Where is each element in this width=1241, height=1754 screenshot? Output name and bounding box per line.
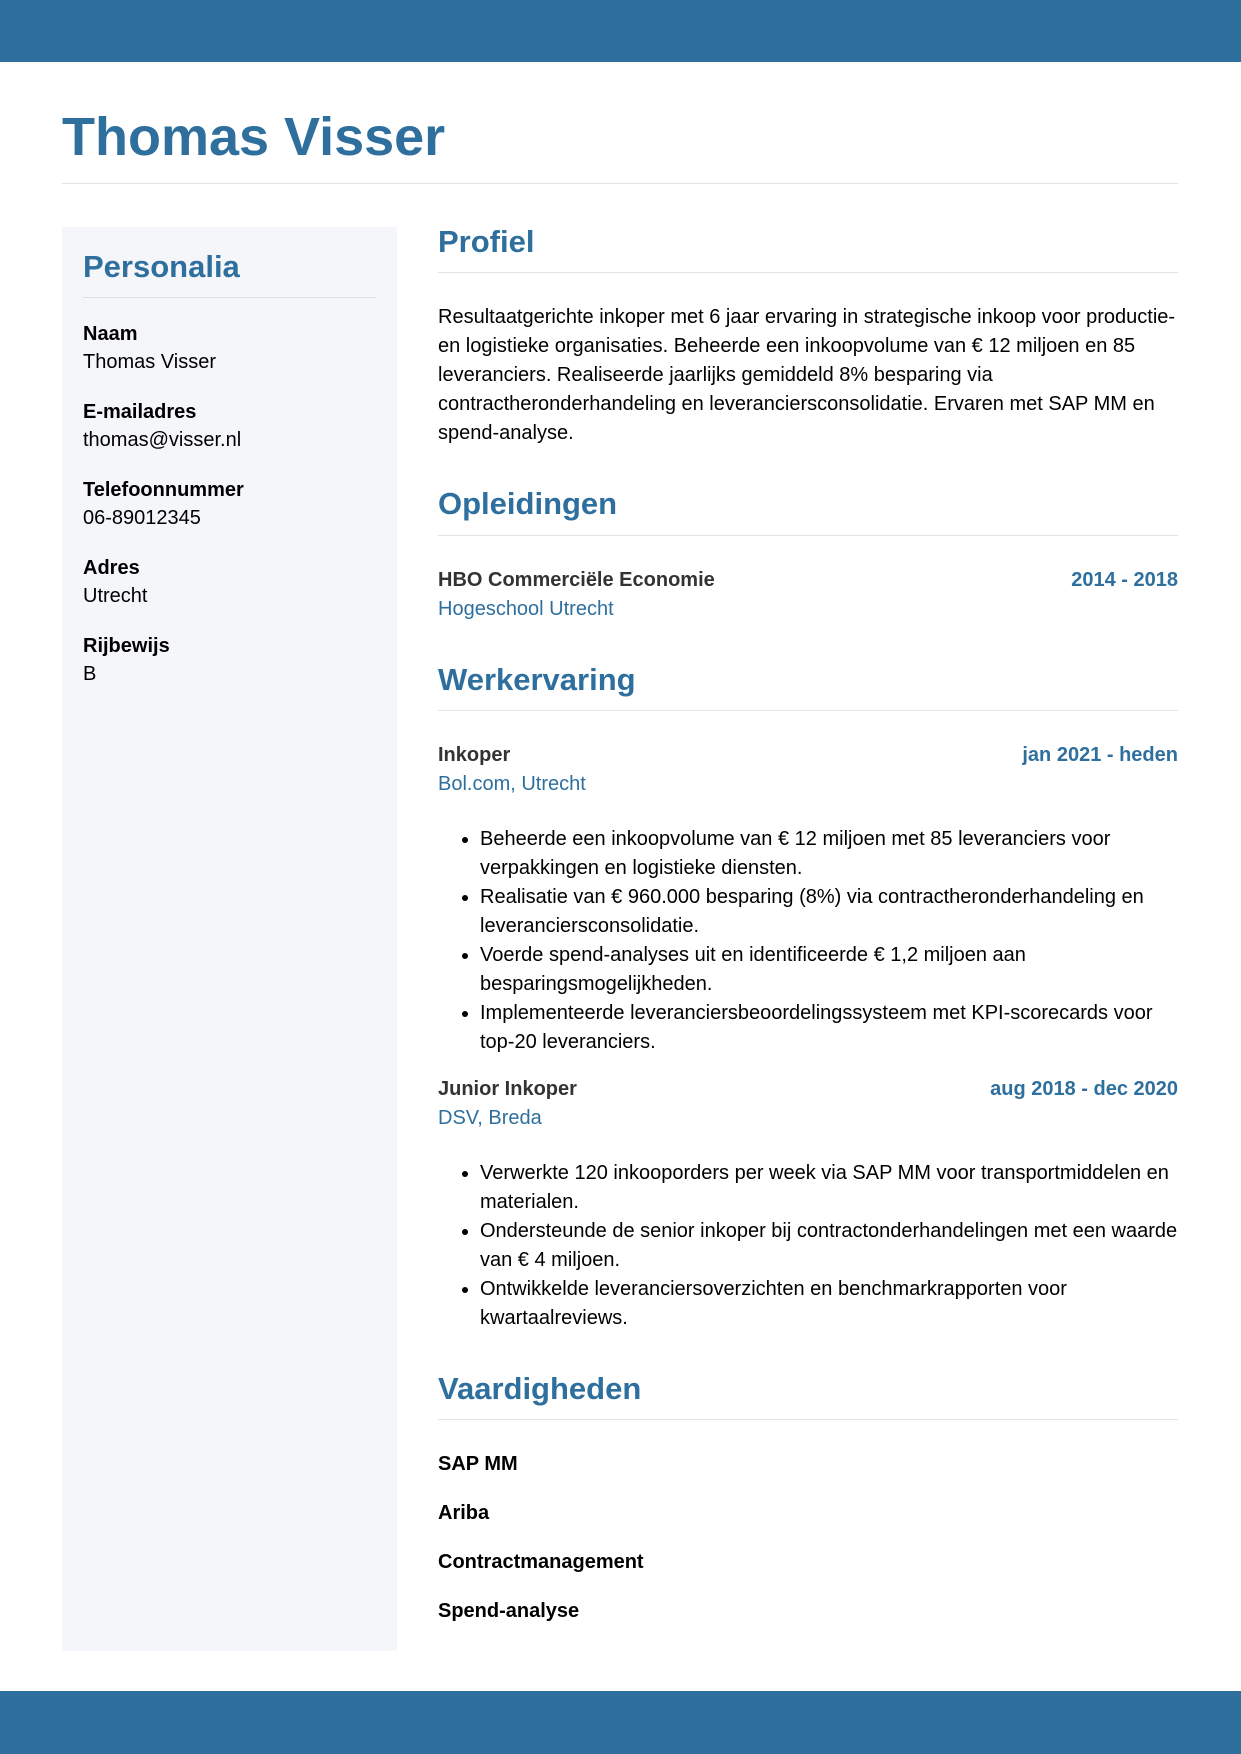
- list-item: • Voerde spend-analyses uit en identificeerde € 1,2 miljoen aan besparingsmogelijkheden.: [480, 941, 1178, 999]
- field-label: Adres: [83, 557, 140, 580]
- list-item: • Realisatie van € 960.000 besparing (8%) via contractheronderhandeling en leveranciersconsolidatie.: [480, 883, 1178, 941]
- experience-entry: [438, 741, 1178, 1057]
- section-title-experience: Werkervaring: [438, 660, 1178, 711]
- experience-section: [438, 660, 1178, 1333]
- field-label: Naam: [83, 323, 138, 346]
- field-value: B: [83, 663, 97, 686]
- field-value: thomas@visser.nl: [83, 429, 242, 452]
- company-name: Bol.com, Utrecht: [438, 772, 586, 795]
- field-value: 06-89012345: [83, 507, 201, 530]
- education-entry: [438, 566, 1178, 624]
- field-label: Telefoonnummer: [83, 479, 244, 502]
- field-label: Rijbewijs: [83, 635, 170, 658]
- entry-head: [438, 566, 1178, 595]
- skill-item: Contractmanagement: [438, 1551, 644, 1574]
- personal-info-sidebar: [62, 227, 397, 1651]
- job-title: Junior Inkoper: [438, 1077, 577, 1100]
- job-period: aug 2018 - dec 2020: [990, 1077, 1178, 1100]
- section-title-education: Opleidingen: [438, 484, 1178, 535]
- degree-title: HBO Commerciële Economie: [438, 568, 715, 591]
- page-title: Thomas Visser: [62, 107, 446, 167]
- skills-section: [438, 1369, 1178, 1626]
- field-address: [83, 554, 376, 610]
- skill-item: Spend-analyse: [438, 1600, 580, 1623]
- sidebar-title: Personalia: [83, 247, 376, 298]
- profile-text: Resultaatgerichte inkoper met 6 jaar ervaring in strategische inkoop voor productie- en logistieke organisaties. Beheerde een inkoopvolume van € 12 miljoen en 85 leveranciers. Realiseerde jaarlijks gemiddeld 8% besparing via contractheronderhandeling en leveranciersconsolidatie. Ervaren met SAP MM en spend-analyse.: [438, 306, 1176, 445]
- school-name: Hogeschool Utrecht: [438, 597, 614, 620]
- list-item: • Implementeerde leveranciersbeoordelingssysteem met KPI-scorecards voor top-20 leveranciers.: [480, 999, 1178, 1057]
- job-period: jan 2021 - heden: [1022, 743, 1178, 766]
- profile-section: [438, 222, 1178, 448]
- section-title-profile: Profiel: [438, 222, 1178, 273]
- list-item: • Ontwikkelde leveranciersoverzichten en benchmarkrapporten voor kwartaalreviews.: [480, 1275, 1178, 1333]
- entry-head: [438, 1075, 1178, 1104]
- job-title: Inkoper: [438, 743, 511, 766]
- list-item: • Verwerkte 120 inkooporders per week via SAP MM voor transportmiddelen en materialen.: [480, 1159, 1178, 1217]
- education-section: [438, 484, 1178, 623]
- section-title-skills: Vaardigheden: [438, 1369, 1178, 1420]
- field-value: Thomas Visser: [83, 351, 217, 374]
- header-divider: [62, 183, 1178, 184]
- bottom-accent-bar: [0, 1691, 1241, 1754]
- job-bullets: [438, 825, 1178, 1057]
- list-item: • Ondersteunde de senior inkoper bij contractonderhandelingen met een waarde van € 4 miljoen.: [480, 1217, 1178, 1275]
- field-license: [83, 632, 376, 688]
- field-label: E-mailadres: [83, 401, 197, 424]
- job-bullets: [438, 1159, 1178, 1333]
- field-name: [83, 320, 376, 376]
- list-item: • Beheerde een inkoopvolume van € 12 miljoen met 85 leveranciers voor verpakkingen en logistieke diensten.: [480, 825, 1178, 883]
- education-period: 2014 - 2018: [1071, 568, 1178, 591]
- experience-entry: [438, 1075, 1178, 1333]
- main-content: [438, 222, 1178, 1662]
- top-accent-bar: [0, 0, 1241, 62]
- field-email: [83, 398, 376, 454]
- field-phone: [83, 476, 376, 532]
- company-name: DSV, Breda: [438, 1106, 542, 1129]
- entry-head: [438, 741, 1178, 770]
- skill-item: SAP MM: [438, 1453, 518, 1476]
- skill-item: Ariba: [438, 1502, 490, 1525]
- field-value: Utrecht: [83, 585, 148, 608]
